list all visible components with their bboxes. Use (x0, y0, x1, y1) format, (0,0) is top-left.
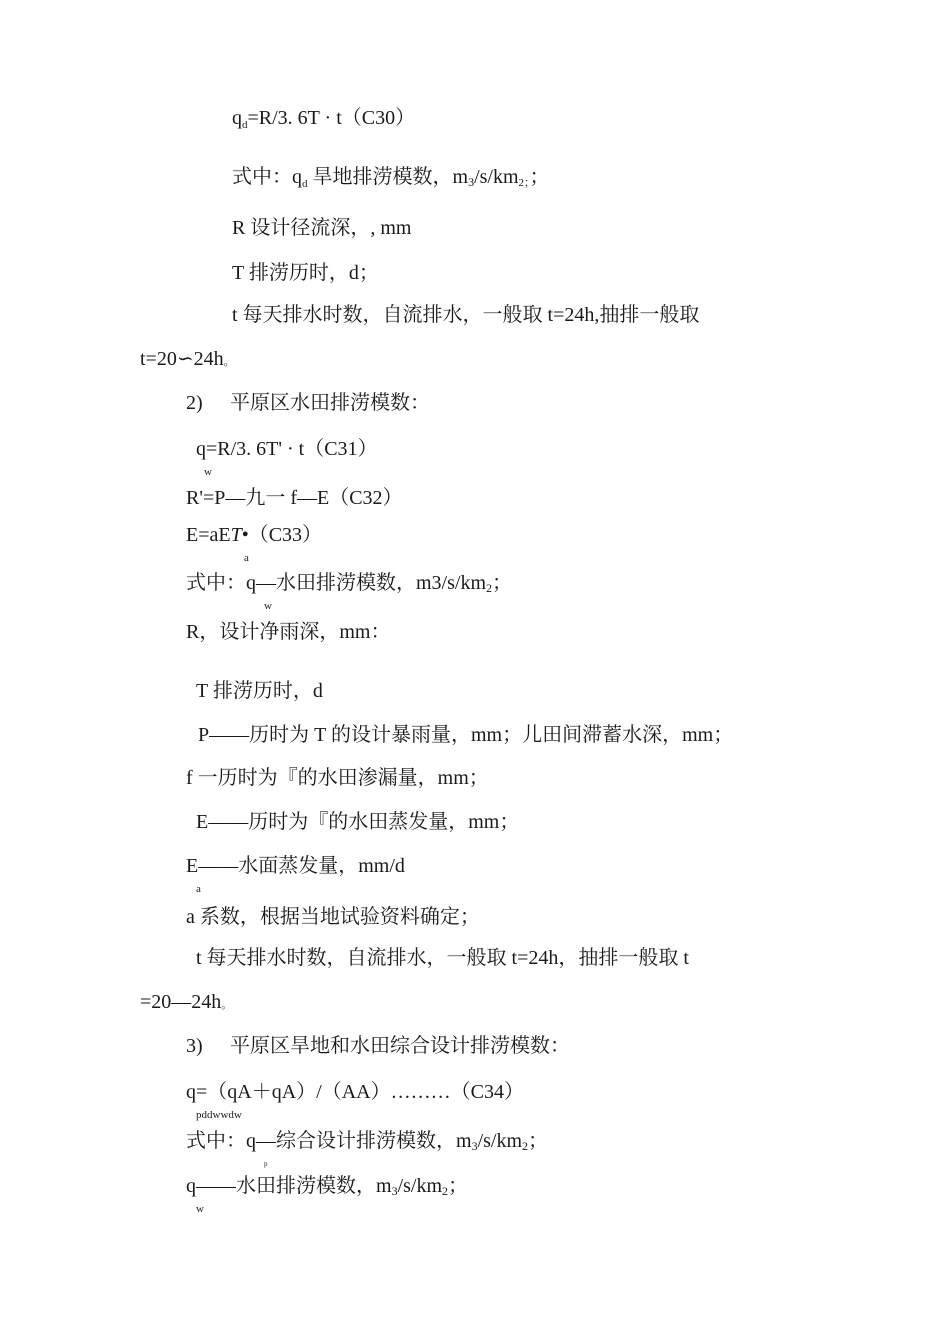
definition-t-hours-cont-text: t=20∽24h (140, 348, 224, 370)
formula-c31-q (196, 438, 212, 478)
formula-c33-rest: •（C33） (241, 524, 323, 546)
formula-c33-lhs: E=aE (186, 524, 231, 546)
definition-qd-sup2: 2； (518, 177, 530, 189)
definition-qd-sup1: 3 (468, 175, 475, 189)
definition-qp-end: ； (528, 1130, 549, 1152)
formula-c30-q: q (232, 107, 242, 129)
formula-c34-subs: pddwwdw (196, 1109, 242, 1121)
definition-qp (186, 1129, 549, 1168)
formula-c34-body (186, 1081, 524, 1121)
definition-qw-2-letter: q (186, 1175, 196, 1197)
definition-qw-2 (186, 1174, 469, 1215)
definition-qp-text: —综合设计排涝模数，m (256, 1130, 472, 1152)
definition-t-hours-2: t 每天排水时数，自流排水，一般取 t=24h，抽排一般取 t (196, 947, 689, 969)
definition-qp-q (186, 1130, 268, 1168)
definition-qw-2-sup1: 3 (391, 1184, 398, 1198)
formula-c33-t: T (230, 524, 242, 546)
definition-qp-unit: /s/km (477, 1130, 523, 1152)
definition-t-hours-2-cont (140, 990, 232, 1017)
definition-t-hours-cont (140, 347, 235, 374)
section-3-title: 平原区旱地和水田综合设计排涝模数： (230, 1035, 570, 1057)
formula-c32: R'=P—九一 f—E（C32） (186, 487, 403, 509)
definition-qp-sup2: 2 (522, 1139, 529, 1153)
definition-t-hours: t 每天排水时数，自流排水，一般取 t=24h,抽排一般取 (232, 304, 700, 326)
definition-qd-text: 旱地排涝模数，m (307, 166, 469, 188)
formula-c34 (186, 1080, 524, 1121)
section-2-title: 平原区水田排涝模数： (230, 392, 430, 414)
definition-r-net: R，设计净雨深，mm： (186, 621, 391, 643)
section-3-heading (186, 1034, 570, 1058)
section-2-number: 2) (186, 392, 203, 414)
definition-ea-letter: E (186, 855, 199, 877)
definition-qw (186, 571, 513, 612)
formula-c31-q-letter: q (196, 438, 206, 460)
formula-c30-sub: d (242, 119, 248, 131)
formula-c33-e (186, 524, 249, 564)
definition-t-hours-cont-end: 。 (223, 356, 235, 368)
formula-c33-sub: a (244, 552, 249, 564)
definition-f: f 一历时为『的水田渗漏量，mm； (186, 767, 489, 789)
definition-p: P——历时为 T 的设计暴雨量，mm；儿田间滞蓄水深，mm； (198, 724, 734, 746)
definition-qd (232, 165, 550, 192)
formula-c33 (186, 523, 323, 564)
definition-a: a 系数，根据当地试验资料确定； (186, 906, 480, 928)
section-3-number: 3) (186, 1035, 203, 1057)
definition-qw-q (186, 572, 272, 612)
definition-qp-sub: p (264, 1160, 268, 1168)
definition-qw-end: ； (492, 572, 513, 594)
definition-qd-end: ； (529, 166, 550, 188)
definition-qw-2-unit: /s/km (397, 1175, 443, 1197)
definition-t: T 排涝历时，d； (232, 262, 379, 284)
definition-t-hours-2-cont-end: 。 (221, 999, 233, 1011)
definition-qp-sup1: 3 (471, 1139, 478, 1153)
definition-ea-text: ——水面蒸发量，mm/d (198, 855, 405, 877)
formula-c34-text: q=（qA＋qA）/（AA）………（C34） (186, 1081, 524, 1103)
definition-r: R 设计径流深，, mm (232, 217, 412, 239)
definition-ea (186, 854, 405, 895)
definition-t-2: T 排涝历时，d (196, 680, 323, 702)
definition-qw-2-sub: w (196, 1203, 204, 1215)
definition-qw-sub: w (264, 600, 272, 612)
formula-c31-sub: w (204, 466, 212, 478)
formula-c30 (232, 106, 415, 133)
section-2-heading (186, 391, 430, 415)
formula-c30-rest: =R/3. 6T · t（C30） (247, 107, 416, 129)
definition-t-hours-2-cont-text: =20—24h (140, 991, 222, 1013)
definition-qw-2-text: ——水田排涝模数，m (196, 1175, 392, 1197)
formula-c31-rest: =R/3. 6T' · t（C31） (206, 438, 378, 460)
definition-qw-label: 式中：q (186, 572, 256, 594)
definition-qd-sub: d (302, 178, 308, 190)
definition-qw-text: —水田排涝模数，m3/s/km (256, 572, 487, 594)
definition-e: E——历时为『的水田蒸发量，mm； (196, 811, 520, 833)
formula-c31 (196, 437, 378, 478)
definition-qw-2-q (186, 1175, 204, 1215)
definition-qw-sup: 2 (486, 581, 493, 595)
definition-qw-2-sup2: 2 (442, 1184, 449, 1198)
definition-ea-e (186, 855, 201, 895)
definition-qd-label: 式中：q (232, 166, 302, 188)
definition-qd-unit: /s/km (474, 166, 519, 188)
definition-ea-sub: a (196, 883, 201, 895)
definition-qw-2-end: ； (448, 1175, 469, 1197)
definition-qp-label: 式中：q (186, 1130, 256, 1152)
